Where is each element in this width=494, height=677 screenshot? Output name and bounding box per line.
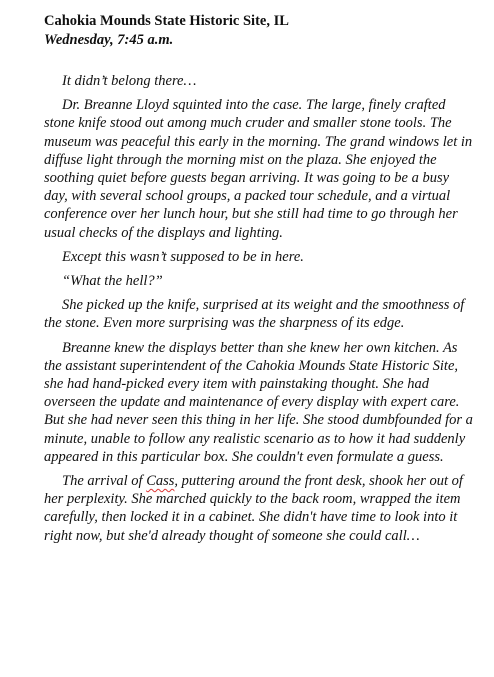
paragraph-6: Breanne knew the displays better than she knew her own kitchen. As the assistant superintendent of the Cahokia Mounds State Historic Site, she had hand-picked every item with painstaking thought. She had overseen the update and maintenance of every display with expert care. But she had never seen this thing in her life. She stood dumbfounded for a minute, unable to follow any realistic scenario as to how it had suddenly appeared in this particular box. She couldn't even formulate a guess. <box>44 339 473 465</box>
location-heading: Cahokia Mounds State Historic Site, IL <box>44 13 289 29</box>
paragraph-4: “What the hell?” <box>62 273 163 290</box>
paragraph-7 <box>44 472 474 545</box>
paragraph-2: Dr. Breanne Lloyd squinted into the case. The large, finely crafted stone knife stood out among much cruder and smaller stone tools. The museum was peaceful this early in the morning. The grand windows let in diffuse light through the morning mist on the plaza. She enjoyed the soothing quiet before guests began arriving. It was going to be a busy day, with several school groups, a packed tour schedule, and a virtual conference over her lunch hour, but she still had time to go through her usual checks of the displays and lighting. <box>44 97 473 241</box>
paragraph-5: She picked up the knife, surprised at its weight and the smoothness of the stone. Even more surprising was the sharpness of its edge. <box>44 297 465 332</box>
dateline-heading: Wednesday, 7:45 a.m. <box>44 32 174 48</box>
paragraph-3: Except this wasn’t supposed to be in here. <box>62 248 304 265</box>
spellcheck-flagged-word[interactable]: Cass <box>146 473 175 490</box>
paragraph-7-end: , puttering around the front desk, shook her out of her perplexity. She marched quickly to the back room, wrapped the item carefully, then locked it in a cabinet. She didn't have time to look into it right now, but she'd already thought of someone she could call… <box>44 473 463 544</box>
paragraph-1: It didn’t belong there… <box>62 73 197 89</box>
paragraph-7-start: The arrival of <box>62 473 147 490</box>
story-body <box>44 72 474 545</box>
